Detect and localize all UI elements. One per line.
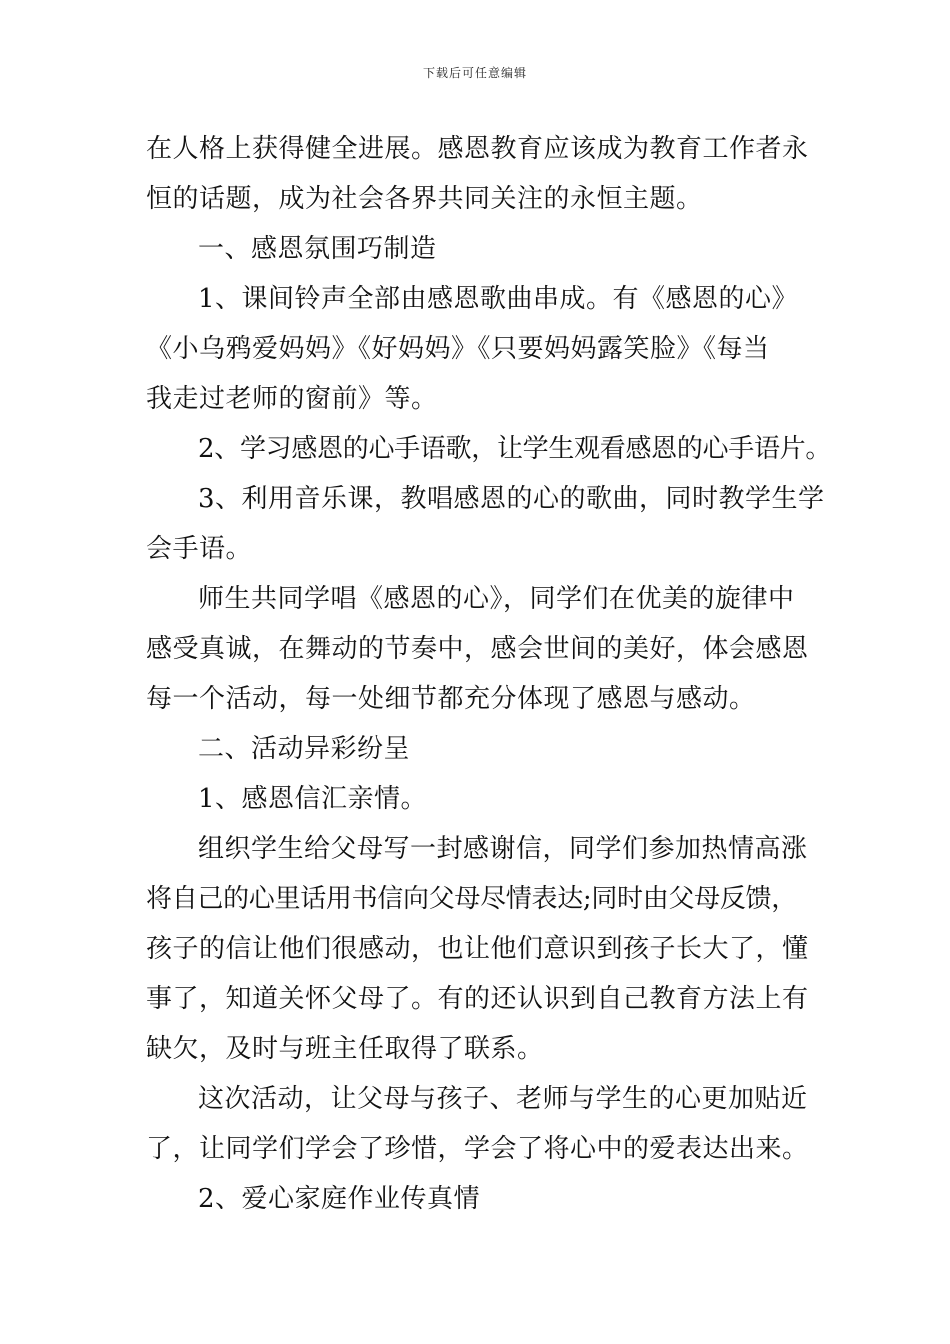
body-line: 我走过老师的窗前》等。 xyxy=(146,384,438,414)
body-line: 1、课间铃声全部由感恩歌曲串成。有《感恩的心》 xyxy=(198,284,799,314)
body-line: 《小乌鸦爱妈妈》《好妈妈》《只要妈妈露笑脸》《每当 xyxy=(146,334,770,364)
body-line: 会手语。 xyxy=(146,534,253,564)
body-line: 师生共同学唱《感恩的心》，同学们在优美的旋律中 xyxy=(198,584,795,614)
body-line: 事了，知道关怀父母了。有的还认识到自己教育方法上有 xyxy=(146,984,809,1014)
subsection-heading: 2、爱心家庭作业传真情 xyxy=(198,1184,481,1214)
body-line: 这次活动，让父母与孩子、老师与学生的心更加贴近 xyxy=(198,1084,808,1114)
body-line: 缺欠，及时与班主任取得了联系。 xyxy=(146,1034,544,1064)
body-line: 3、利用音乐课，教唱感恩的心的歌曲，同时教学生学 xyxy=(198,484,825,514)
body-line: 孩子的信让他们很感动，也让他们意识到孩子长大了，懂 xyxy=(146,934,809,964)
body-line: 2、学习感恩的心手语歌，让学生观看感恩的心手语片。 xyxy=(198,434,832,464)
body-line: 在人格上获得健全进展。感恩教育应该成为教育工作者永 xyxy=(146,134,809,164)
section-heading: 一、感恩氛围巧制造 xyxy=(198,234,437,264)
header-note: 下载后可任意编辑 xyxy=(422,66,527,80)
body-line: 组织学生给父母写一封感谢信，同学们参加热情高涨 xyxy=(198,834,808,864)
body-line: 感受真诚，在舞动的节奏中，感会世间的美好，体会感恩 xyxy=(146,634,809,664)
body-line: 每一个活动，每一处细节都充分体现了感恩与感动。 xyxy=(146,684,756,714)
section-heading: 二、活动异彩纷呈 xyxy=(198,734,411,764)
subsection-heading: 1、感恩信汇亲情。 xyxy=(198,784,428,814)
body-line: 将自己的心里话用书信向父母尽情表达;同时由父母反馈， xyxy=(146,884,797,914)
document-body xyxy=(146,124,832,1224)
body-line: 恒的话题，成为社会各界共同关注的永恒主题。 xyxy=(146,184,703,214)
body-line: 了，让同学们学会了珍惜，学会了将心中的爱表达出来。 xyxy=(146,1134,809,1164)
